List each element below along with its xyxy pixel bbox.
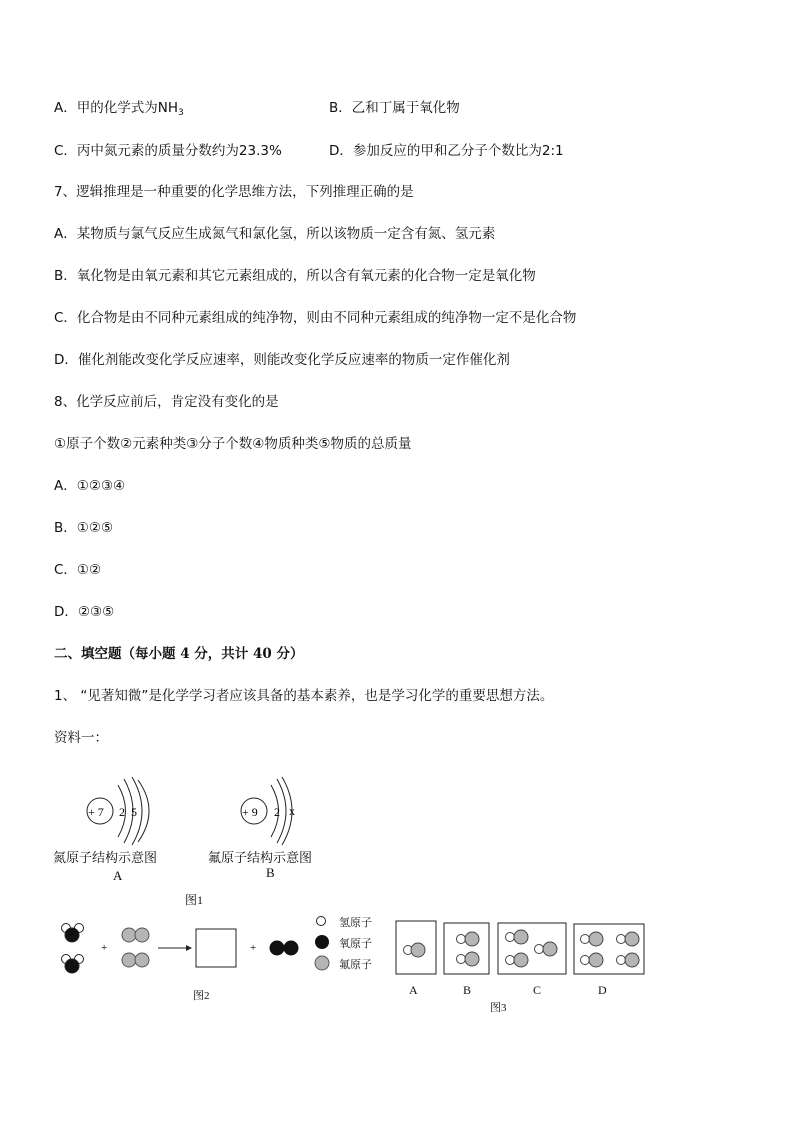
fluorine-nucleus-label: + 9 (242, 805, 258, 819)
nitrogen-nucleus-label: + 7 (88, 805, 104, 819)
product-box (196, 929, 236, 967)
fluorine-caption: 氟原子结构示意图 (208, 851, 313, 866)
q8-option-c: C．①② (54, 562, 102, 578)
water-molecule (62, 924, 84, 943)
subscript: 3 (178, 108, 184, 118)
hf-molecule (457, 932, 480, 946)
hf-molecule (617, 932, 640, 946)
q8-items: ①原子个数②元素种类③分子个数④物质种类⑤物质的总质量 (54, 436, 412, 452)
nitrogen-label: A (113, 868, 123, 883)
section-heading: 二、填空题（每小题 4 分，共计 40 分） (54, 646, 304, 662)
oxygen-molecule (270, 941, 299, 956)
legend-fluorine-label: 氟原子 (339, 959, 372, 971)
q8-option-d: D．②③⑤ (54, 604, 115, 620)
q6-option-a: A．甲的化学式为$NH_3$ (54, 100, 184, 118)
q8-option-b: B．①②⑤ (54, 520, 114, 536)
hf-molecule (581, 953, 604, 967)
water-molecule (62, 955, 84, 974)
oxygen-legend-icon (315, 935, 329, 949)
fluorine-shell1-count: 2 (274, 805, 280, 819)
q8-stem: 8、化学反应前后，肯定没有变化的是 (54, 394, 279, 410)
figure3-option-c: C (533, 983, 542, 997)
plus-sign: + (101, 942, 108, 954)
q7-option-a: A．某物质与氯气反应生成氮气和氯化氢，所以该物质一定含有氮、氢元素 (54, 226, 496, 242)
hf-molecule (506, 953, 529, 967)
q7-option-b: B．氧化物是由氧元素和其它元素组成的，所以含有氧元素的化合物一定是氧化物 (54, 268, 536, 284)
legend-oxygen-label: 氧原子 (339, 938, 372, 950)
nitrogen-shell2-count: 5 (131, 805, 137, 819)
figure3-box-b (444, 923, 489, 974)
hf-molecule (404, 943, 426, 957)
hf-molecule (457, 952, 480, 966)
figure3-option-b: B (463, 983, 472, 997)
q6-option-c: C．丙中氮元素的质量分数约为23.3% (54, 143, 282, 159)
hf-molecule (506, 930, 529, 944)
figure2-title: 图2 (193, 990, 210, 1002)
q7-option-c: C．化合物是由不同种元素组成的纯净物，则由不同种元素组成的纯净物一定不是化合物 (54, 310, 577, 326)
figure3-title: 图3 (490, 1002, 507, 1014)
plus-sign: + (250, 942, 257, 954)
nitrogen-shell1-count: 2 (119, 805, 125, 819)
nitrogen-caption: 氮原子结构示意图 (53, 851, 158, 866)
figure3-option-a: A (409, 983, 418, 997)
hf-molecule (535, 942, 558, 956)
legend-hydrogen-label: 氢原子 (339, 917, 372, 929)
hf-molecule (617, 953, 640, 967)
q6-option-b: B．乙和丁属于氧化物 (329, 100, 460, 116)
fluorine-molecule (122, 953, 149, 967)
fluorine-molecule (122, 928, 149, 942)
nitrogen-shell-arc (138, 780, 149, 842)
hf-molecule (581, 932, 604, 946)
hydrogen-legend-icon (317, 917, 326, 926)
q6-option-d: D．参加反应的甲和乙分子个数比为2:1 (329, 143, 564, 159)
figure1-title: 图1 (185, 893, 204, 907)
material-label: 资料一： (54, 730, 108, 746)
fluorine-shell2-count: x (289, 804, 295, 818)
fill1-stem: 1、 “见著知微”是化学学习者应该具备的基本素养，也是学习化学的重要思想方法。 (54, 688, 554, 704)
q7-option-d: D．催化剂能改变化学反应速率，则能改变化学反应速率的物质一定作催化剂 (54, 352, 510, 368)
fluorine-label: B (266, 865, 275, 880)
arrow-icon (158, 945, 192, 951)
q8-option-a: A．①②③④ (54, 478, 126, 494)
figure3-option-d: D (598, 983, 607, 997)
fluorine-legend-icon (315, 956, 329, 970)
q7-stem: 7、逻辑推理是一种重要的化学思维方法，下列推理正确的是 (54, 184, 414, 200)
